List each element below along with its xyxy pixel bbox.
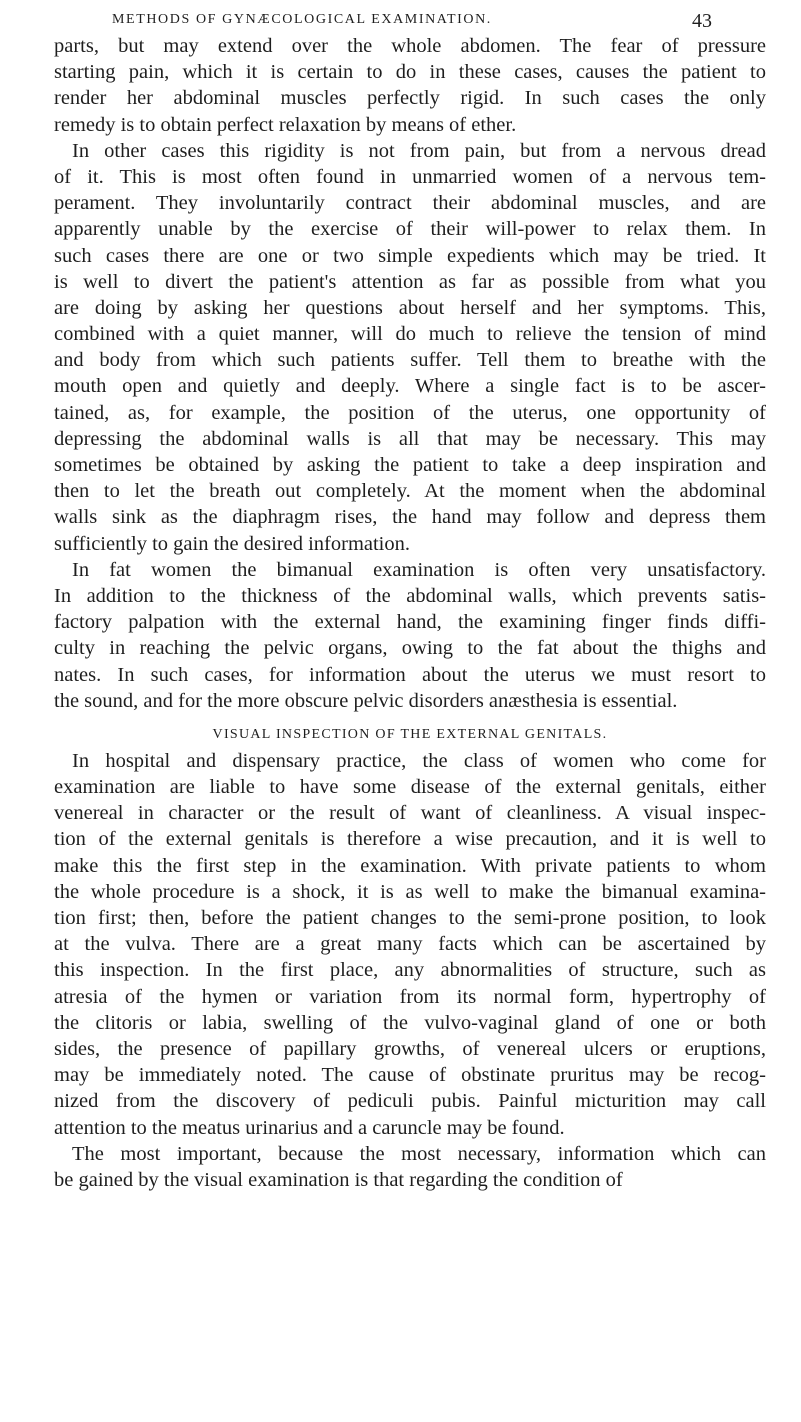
- text-line: is well to divert the patient's attention as far as possible from what you: [54, 270, 766, 293]
- text-line: nates. In such cases, for information about the uterus we must resort to: [54, 663, 766, 686]
- paragraph: [54, 557, 766, 714]
- text-line: such cases there are one or two simple expedients which may be tried. It: [54, 244, 766, 267]
- text-line: starting pain, which it is certain to do in these cases, causes the patient to: [54, 61, 766, 84]
- text-line: are doing by asking her questions about herself and her symptoms. This,: [54, 296, 766, 319]
- text-line: render her abdominal muscles perfectly rigid. In such cases the only: [54, 87, 766, 110]
- running-head: [112, 10, 712, 34]
- text-line: examination are liable to have some disease of the external genitals, either: [54, 776, 766, 799]
- text-line: tion of the external genitals is therefore a wise precaution, and it is well to: [54, 828, 766, 851]
- text-line: venereal in character or the result of want of cleanliness. A visual inspec-: [54, 802, 766, 825]
- text-line: nized from the discovery of pediculi pubis. Painful micturition may call: [54, 1090, 766, 1113]
- text-line: this inspection. In the first place, any abnormalities of structure, such as: [54, 959, 766, 982]
- text-line: sides, the presence of papillary growths, of venereal ulcers or eruptions,: [54, 1037, 766, 1060]
- text-line: In other cases this rigidity is not from pain, but from a nervous dread: [72, 139, 766, 162]
- paragraph: [54, 138, 766, 557]
- text-line: tained, as, for example, the position of the uterus, one opportunity of: [54, 401, 766, 424]
- text-line: atresia of the hymen or variation from its normal form, hypertrophy of: [54, 985, 766, 1008]
- paragraph: [54, 748, 766, 1141]
- text-line: In addition to the thickness of the abdominal walls, which prevents satis-: [54, 584, 766, 607]
- text-line: and body from which such patients suffer. Tell them to breathe with the: [54, 349, 766, 372]
- text-line: combined with a quiet manner, will do much to relieve the tension of mind: [54, 323, 766, 346]
- text-line: at the vulva. There are a great many facts which can be ascertained by: [54, 933, 766, 956]
- text-line: the clitoris or labia, swelling of the vulvo-vaginal gland of one or both: [54, 1011, 766, 1034]
- running-title: METHODS OF GYNÆCOLOGICAL EXAMINATION.: [112, 12, 492, 27]
- text-line: In fat women the bimanual examination is often very unsatisfactory.: [72, 558, 766, 581]
- paragraph: [54, 1141, 766, 1193]
- text-line: sufficiently to gain the desired information.: [54, 532, 411, 555]
- text-line: attention to the meatus urinarius and a caruncle may be found.: [54, 1116, 565, 1139]
- text-line: perament. They involuntarily contract their abdominal muscles, and are: [54, 192, 766, 215]
- body-text: [54, 33, 766, 1193]
- text-line: culty in reaching the pelvic organs, owing to the fat about the thighs and: [54, 637, 766, 660]
- text-line: parts, but may extend over the whole abdomen. The fear of pressure: [54, 35, 766, 57]
- text-line: of it. This is most often found in unmarried women of a nervous tem-: [54, 165, 766, 188]
- text-line: sometimes be obtained by asking the patient to take a deep inspiration and: [54, 454, 766, 476]
- text-line: tion first; then, before the patient changes to the semi-prone position, to look: [54, 907, 766, 929]
- text-line: factory palpation with the external hand, the examining finger finds diffi-: [54, 611, 766, 634]
- text-line: be gained by the visual examination is that regarding the condition of: [54, 1168, 623, 1191]
- text-line: apparently unable by the exercise of their will-power to relax them. In: [54, 218, 766, 241]
- text-line: The most important, because the most necessary, information which can: [72, 1142, 766, 1165]
- text-line: mouth open and quietly and deeply. Where a single fact is to be ascer-: [54, 375, 766, 398]
- page-number: 43: [692, 10, 712, 32]
- text-line: In hospital and dispensary practice, the class of women who come for: [72, 749, 766, 772]
- text-line: the sound, and for the more obscure pelvic disorders anæsthesia is essential.: [54, 689, 678, 712]
- text-line: walls sink as the diaphragm rises, the hand may follow and depress them: [54, 506, 766, 529]
- text-line: remedy is to obtain perfect relaxation by means of ether.: [54, 113, 517, 136]
- paragraph: [54, 33, 766, 138]
- text-line: depressing the abdominal walls is all that may be necessary. This may: [54, 427, 766, 450]
- text-line: the whole procedure is a shock, it is as well to make the bimanual examina-: [54, 880, 766, 903]
- text-line: may be immediately noted. The cause of obstinate pruritus may be recog-: [54, 1064, 766, 1087]
- text-line: then to let the breath out completely. At the moment when the abdominal: [54, 480, 766, 503]
- text-line: make this the first step in the examination. With private patients to whom: [54, 854, 766, 877]
- section-heading: VISUAL INSPECTION OF THE EXTERNAL GENITALS.: [212, 726, 608, 742]
